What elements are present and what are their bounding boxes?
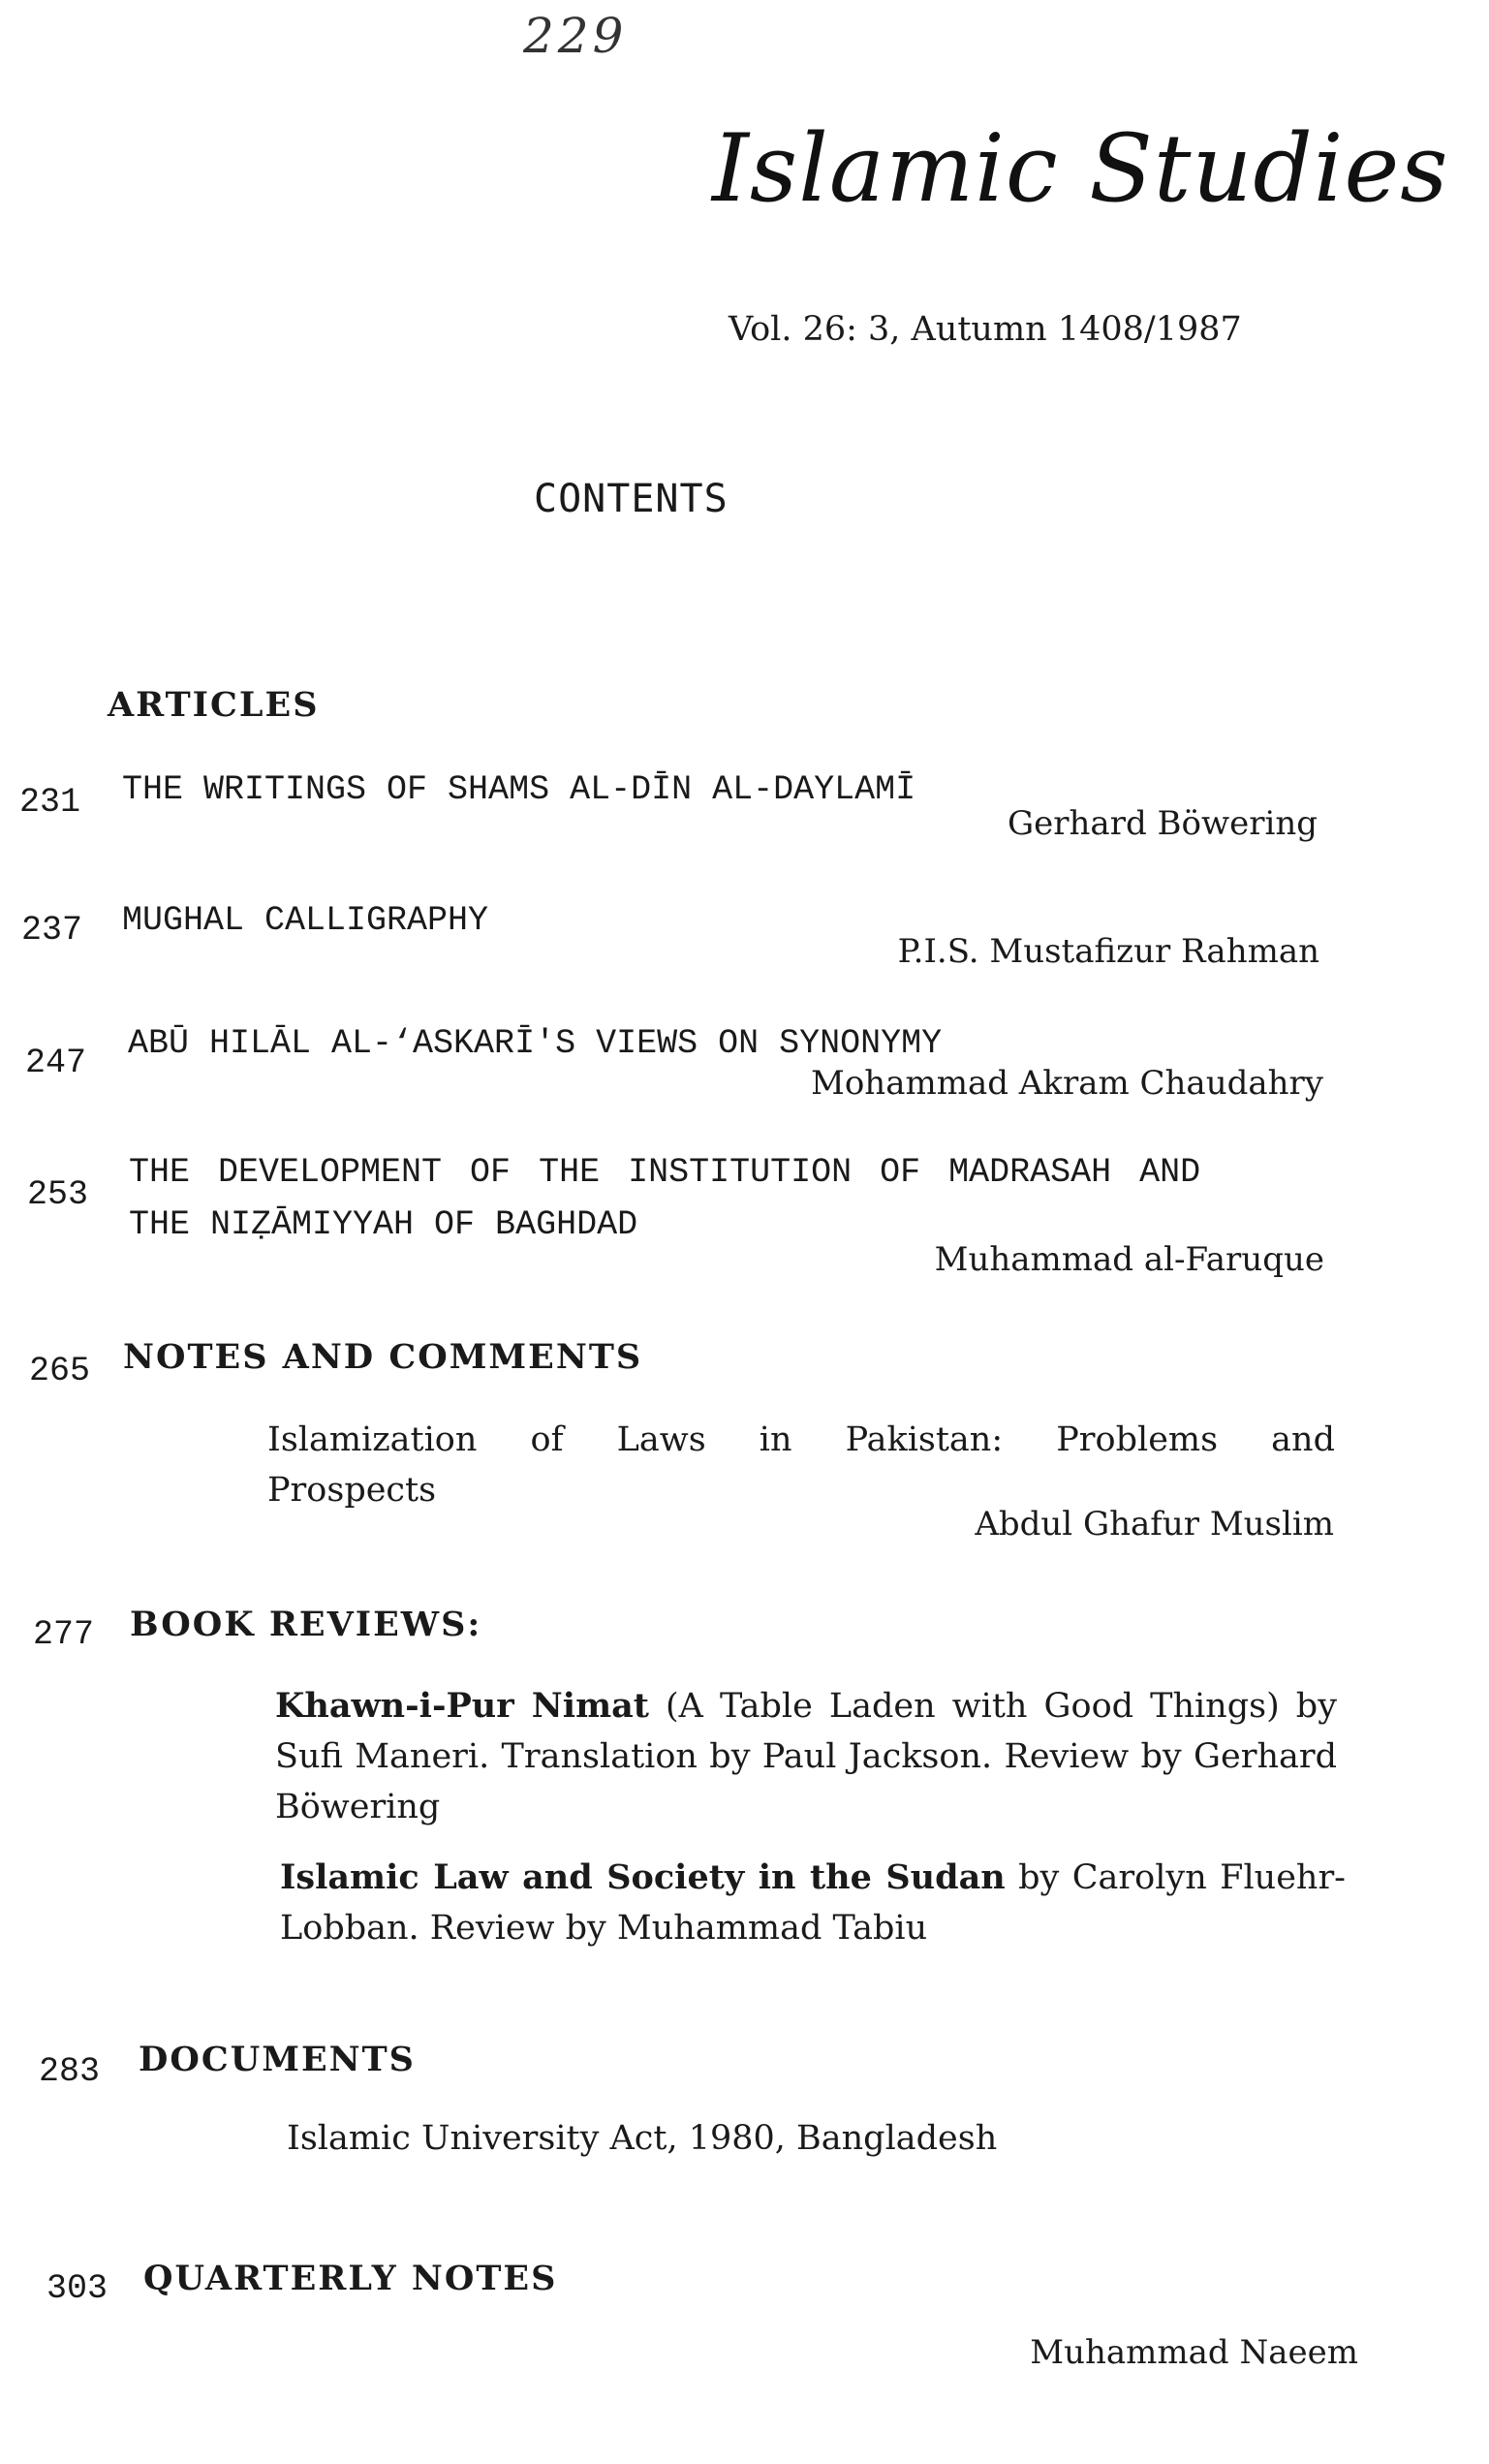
article-title: THE WRITINGS OF SHAMS AL-DĪN AL-DAYLAMĪ (122, 770, 916, 809)
reviews-heading: BOOK REVIEWS: (130, 1605, 482, 1644)
handwritten-page-number: 229 (523, 8, 628, 64)
notes-author: Abdul Ghafur Muslim (975, 1505, 1334, 1544)
article-author: Gerhard Böwering (1008, 804, 1318, 843)
page-number: 265 (29, 1352, 91, 1390)
page-number: 283 (39, 2052, 101, 2091)
review-details: by Carolyn Fluehr-Lobban. Review by Muhammad Tabiu (280, 1858, 1347, 1948)
notes-heading: NOTES AND COMMENTS (123, 1337, 643, 1377)
page-number: 253 (27, 1175, 89, 1214)
article-author: Muhammad al-Faruque (934, 1240, 1324, 1279)
review-entry (280, 1853, 1346, 1953)
article-title: ABŪ HILĀL AL-‘ASKARĪ'S VIEWS ON SYNONYMY (128, 1024, 943, 1063)
review-book-title: Islamic Law and Society in the Sudan (280, 1857, 1006, 1897)
page-number: 247 (25, 1044, 87, 1082)
issue-info: Vol. 26: 3, Autumn 1408/1987 (729, 310, 1242, 349)
page-number: 231 (19, 783, 81, 822)
page-number: 237 (21, 911, 83, 950)
journal-title: Islamic Studies (712, 114, 1449, 223)
review-book-title: Khawn-i-Pur Nimat (275, 1686, 649, 1726)
documents-heading: DOCUMENTS (139, 2040, 416, 2079)
page-number: 277 (33, 1615, 95, 1654)
review-entry (275, 1681, 1337, 1832)
quarterly-author: Muhammad Naeem (1030, 2333, 1358, 2372)
page-number: 303 (47, 2269, 109, 2308)
contents-heading: CONTENTS (534, 477, 729, 521)
article-title-line2: THE NIẒĀMIYYAH OF BAGHDAD (129, 1205, 638, 1244)
quarterly-heading: QUARTERLY NOTES (143, 2259, 558, 2298)
review-details: (A Table Laden with Good Things) by Sufi Maneri. Translation by Paul Jackson. Review by Gerhard Böwering (275, 1687, 1337, 1826)
article-author: P.I.S. Mustafizur Rahman (897, 932, 1319, 971)
article-title: MUGHAL CALLIGRAPHY (122, 901, 489, 940)
article-title-line1: THE DEVELOPMENT OF THE INSTITUTION OF MADRASAH AND (129, 1153, 1201, 1192)
documents-item: Islamic University Act, 1980, Bangladesh (287, 2119, 998, 2158)
article-author: Mohammad Akram Chaudahry (811, 1064, 1323, 1103)
notes-title: Islamization of Laws in Pakistan: Problems and Prospects (267, 1420, 1335, 1510)
articles-heading: ARTICLES (108, 685, 320, 725)
